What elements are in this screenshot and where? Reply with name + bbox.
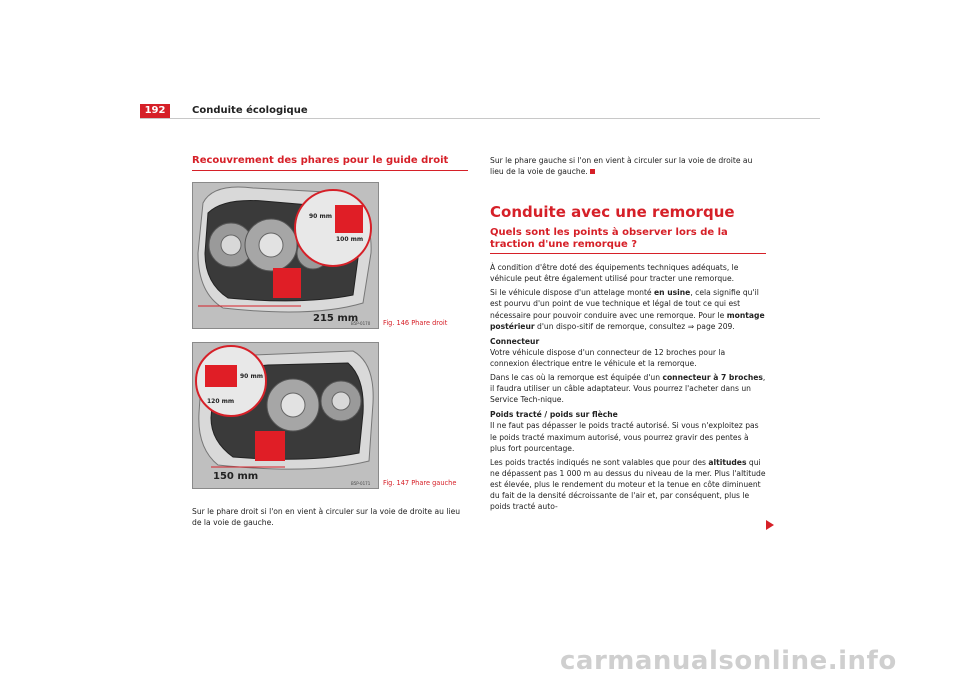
body-paragraph: Dans le cas où la remorque est équipée d'un connecteur à 7 broches, il faudra utiliser un câble adaptateur. Vous pourrez l'acheter dans un Service Tech-nique. <box>490 373 766 405</box>
heading-rule <box>192 170 468 171</box>
headlight-illustration <box>193 183 378 328</box>
right-column <box>490 155 766 512</box>
dimension-label: 100 mm <box>336 236 364 243</box>
chapter-heading: Conduite avec une remorque <box>490 203 735 222</box>
figure-caption: Fig. 146 Phare droit <box>383 319 448 327</box>
dimension-label: 90 mm <box>309 213 332 220</box>
body-paragraph: À condition d'être doté des équipements techniques adéquats, le véhicule peut être également utilisé pour tracter une remorque. <box>490 263 739 284</box>
subheading: Connecteur <box>490 336 540 346</box>
section-heading: Quels sont les points à observer lors de la traction d'une remorque ? <box>490 227 728 251</box>
dimension-label: 90 mm <box>240 373 263 380</box>
body-paragraph: Il ne faut pas dépasser le poids tracté autorisé. Si vous n'exploitez pas le poids tracté maximum autorisé, vous pourrez gravir des pentes à plus fort pourcentage. <box>490 421 759 453</box>
body-paragraph: Sur le phare gauche si l'on en vient à circuler sur la voie de droite au lieu de la voie de gauche. <box>490 156 753 177</box>
left-heading-block <box>192 155 468 171</box>
dimension-label: 215 mm <box>313 313 359 324</box>
running-header: Conduite écologique <box>192 105 308 116</box>
figure-code: B5P-0171 <box>351 481 371 486</box>
figure-code: B5P-0170 <box>351 321 371 326</box>
page-number: 192 <box>140 104 170 118</box>
figure-left-headlight <box>192 342 379 489</box>
body-paragraph: Les poids tractés indiqués ne sont valables que pour des altitudes qui ne dépassent pas 1 000 m au dessus du niveau de la mer. Plus l'altitude est élevée, plus le rendement du moteur et la tenue en côte diminuent du fait de la densité décroissante de l'air et, par conséquent, plus le poids tracté auto- <box>490 457 766 512</box>
section-heading: Recouvrement des phares pour le guide droit <box>192 155 449 166</box>
body-paragraph: Si le véhicule dispose d'un attelage monté en usine, cela signifie qu'il est pourvu d'un point de vue technique et légal de tout ce qui est nécessaire pour pouvoir conduire avec une remorque. Pour le montage postérieur d'un dispo-sitif de remorque, consultez ⇒ page 209. <box>490 288 765 331</box>
header-rule <box>140 118 820 119</box>
end-mark-icon <box>590 169 595 174</box>
subheading: Poids tracté / poids sur flèche <box>490 410 618 420</box>
mask-sticker <box>273 268 301 298</box>
body-paragraph: Votre véhicule dispose d'un connecteur de 12 broches pour la connexion électrique entre le véhicule et la remorque. <box>490 347 726 368</box>
figure-caption: Fig. 147 Phare gauche <box>383 479 457 487</box>
headlight-illustration <box>193 343 378 488</box>
continue-arrow-icon <box>766 520 774 530</box>
dimension-label: 150 mm <box>213 471 259 482</box>
watermark: carmanualsonline.info <box>560 646 897 676</box>
dimension-label: 120 mm <box>207 398 235 405</box>
figure-right-headlight <box>192 182 379 329</box>
heading-rule <box>490 253 766 254</box>
mask-sticker <box>255 431 285 461</box>
body-paragraph: Sur le phare droit si l'on en vient à circuler sur la voie de droite au lieu de la voie de gauche. <box>192 507 461 528</box>
